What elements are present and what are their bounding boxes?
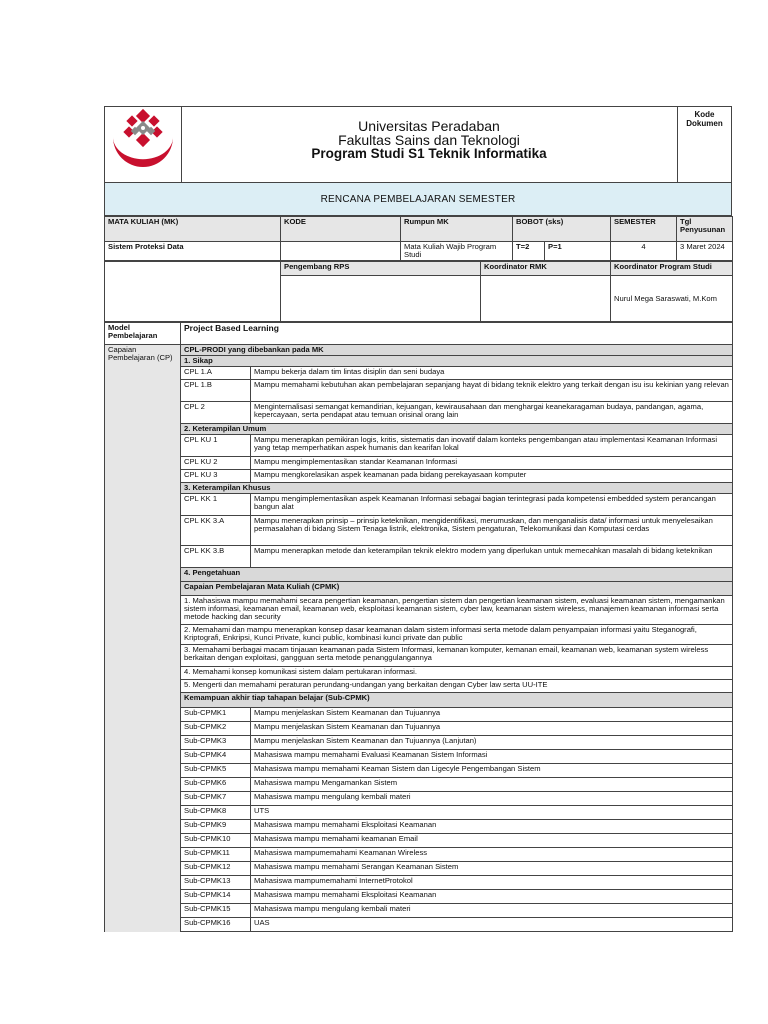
cp-label: Capaian Pembelajaran (CP) xyxy=(105,345,181,932)
dokumen-label: Dokumen xyxy=(686,119,723,128)
table-row-code: Sub-CPMK3 xyxy=(181,736,251,750)
institution-title xyxy=(181,107,677,182)
table-row-text: Mampu mengkorelasikan aspek keamanan pada bidang perekayasaan komputer xyxy=(251,470,733,483)
table-row-text: Mampu menerapkan prinsip – prinsip keteknikan, mengidentifikasi, merumuskan, dan menganalisis data/ informasi untuk menyelesaikan permasalahan di bidang Sistem Tenaga listrik, elektronika, Sistem pengaturan, Telekomunikasi dan Komputasi cerdas xyxy=(251,516,733,546)
table-row-text: Mampu menjelaskan Sistem Keamanan dan Tujuannya (Lanjutan) xyxy=(251,736,733,750)
subcpmk-title: Kemampuan akhir tiap tahapan belajar (Sub-CPMK) xyxy=(181,693,733,708)
table-row-code: Sub-CPMK11 xyxy=(181,848,251,862)
logo-cell xyxy=(105,107,182,182)
table-row-text: UAS xyxy=(251,918,733,932)
table-row-code: Sub-CPMK14 xyxy=(181,890,251,904)
otorisasi-label xyxy=(105,262,281,322)
table-row-code: CPL KK 3.A xyxy=(181,516,251,546)
table-row-code: CPL KK 1 xyxy=(181,494,251,516)
table-row-code: CPL KU 2 xyxy=(181,457,251,470)
model-label: Model Pembelajaran xyxy=(105,323,181,345)
course-kode xyxy=(281,242,401,261)
semester-header: SEMESTER xyxy=(611,217,677,242)
pengetahuan-title: 4. Pengetahuan xyxy=(181,568,733,582)
kode-header: KODE xyxy=(281,217,401,242)
khusus-title: 3. Keterampilan Khusus xyxy=(181,483,733,494)
table-row-code: Sub-CPMK5 xyxy=(181,764,251,778)
document-header xyxy=(104,106,732,183)
table-row-code: Sub-CPMK4 xyxy=(181,750,251,764)
table-row-text: Mampu menjelaskan Sistem Keamanan dan Tujuannya xyxy=(251,722,733,736)
university-name: Universitas Peradaban xyxy=(358,118,500,134)
cp-table xyxy=(104,322,733,932)
table-row-code: CPL 1.A xyxy=(181,367,251,380)
table-row-code: Sub-CPMK1 xyxy=(181,708,251,722)
koordinator-rmk-header: Koordinator RMK xyxy=(481,262,611,276)
table-row-code: Sub-CPMK8 xyxy=(181,806,251,820)
table-row-text: Menginternalisasi semangat kemandirian, kejuangan, kewirausahaan dan menghargai keanekaragaman budaya, pandangan, agama, kepercayaan, serta pendapat atau temuan orisinal orang lain xyxy=(251,402,733,424)
table-row-text: Mampu menerapkan metode dan keterampilan teknik elektro modern yang diperlukan untuk memecahkan masalah di bidang keteknikan xyxy=(251,546,733,568)
document-title-band: RENCANA PEMBELAJARAN SEMESTER xyxy=(104,183,732,216)
koordinator-prodi-header: Koordinator Program Studi xyxy=(611,262,733,276)
koordinator-prodi-name: Nurul Mega Saraswati, M.Kom xyxy=(611,276,733,322)
tgl-header: Tgl Penyusunan xyxy=(677,217,733,242)
umum-title: 2. Keterampilan Umum xyxy=(181,424,733,435)
course-rumpun: Mata Kuliah Wajib Program Studi xyxy=(401,242,513,261)
table-row-code: Sub-CPMK7 xyxy=(181,792,251,806)
cpmk-title: Capaian Pembelajaran Mata Kuliah (CPMK) xyxy=(181,582,733,596)
table-row-text: Mahasiswa mampu memahami Eksploitasi Keamanan xyxy=(251,820,733,834)
table-row-code: CPL 2 xyxy=(181,402,251,424)
table-row-text: UTS xyxy=(251,806,733,820)
table-row-code: Sub-CPMK16 xyxy=(181,918,251,932)
mk-header: MATA KULIAH (MK) xyxy=(105,217,281,242)
table-row-code: CPL KU 3 xyxy=(181,470,251,483)
table-row-text: Mahasiswa mampumemahami InternetProtokol xyxy=(251,876,733,890)
otorisasi-table xyxy=(104,261,733,322)
table-row-code: Sub-CPMK12 xyxy=(181,862,251,876)
koordinator-rmk-value xyxy=(481,276,611,322)
bobot-header: BOBOT (sks) xyxy=(513,217,611,242)
kode-dokumen-cell xyxy=(677,107,731,182)
cpmk-item: 2. Memahami dan mampu menerapkan konsep dasar keamanan dalam sistem informasi serta metode dalam penyampaian informasi yaitu Steganografi, Kriptografi, Enkripsi, Kunci Private, kunci public, kombinasi kunci private dan public xyxy=(181,625,733,645)
kode-label: Kode xyxy=(694,110,715,119)
table-row-text: Mahasiswa mampu memahami Serangan Keamanan Sistem xyxy=(251,862,733,876)
table-row-text: Mahasiswa mampu memahami keamanan Email xyxy=(251,834,733,848)
pengembang-value xyxy=(281,276,481,322)
university-logo-icon xyxy=(105,107,181,182)
cpl-title: CPL-PRODI yang dibebankan pada MK xyxy=(181,345,733,356)
cpmk-item: 4. Memahami konsep komunikasi sistem dalam pertukaran informasi. xyxy=(181,667,733,680)
table-row-code: CPL KK 3.B xyxy=(181,546,251,568)
table-row-text: Mampu bekerja dalam tim lintas disiplin dan seni budaya xyxy=(251,367,733,380)
sikap-title: 1. Sikap xyxy=(181,356,733,367)
course-tgl: 3 Maret 2024 xyxy=(677,242,733,261)
table-row-code: CPL 1.B xyxy=(181,380,251,402)
faculty-name: Fakultas Sains dan Teknologi xyxy=(338,132,520,148)
table-row-text: Mahasiswa mampu memahami Evaluasi Keamanan Sistem Informasi xyxy=(251,750,733,764)
course-t: T=2 xyxy=(513,242,545,261)
table-row-text: Mahasiswa mampu memahami Eksploitasi Keamanan xyxy=(251,890,733,904)
cpmk-item: 5. Mengerti dan memahami peraturan perundang-undangan yang berkaitan dengan Cyber law serta UU-ITE xyxy=(181,680,733,693)
course-semester: 4 xyxy=(611,242,677,261)
table-row-text: Mampu memahami kebutuhan akan pembelajaran sepanjang hayat di bidang teknik elektro yang terkait dengan isu isu kekinian yang relevan xyxy=(251,380,733,402)
model-value: Project Based Learning xyxy=(181,323,733,345)
table-row-code: Sub-CPMK6 xyxy=(181,778,251,792)
rps-document xyxy=(104,106,732,932)
table-row-code: Sub-CPMK9 xyxy=(181,820,251,834)
table-row-text: Mahasiswa mampu Mengamankan Sistem xyxy=(251,778,733,792)
course-p: P=1 xyxy=(545,242,611,261)
table-row-text: Mahasiswa mampu memahami Keaman Sistem dan Ligecyle Pengembangan Sistem xyxy=(251,764,733,778)
table-row-code: Sub-CPMK13 xyxy=(181,876,251,890)
cpmk-item: 3. Memahami berbagai macam tinjauan keamanan pada Sistem Informasi, kemanan komputer, kemanan email, keamanan web, keamanan system wireless berkaitan dengan exploitasi, gangguan serta metode penanggulangannya xyxy=(181,645,733,667)
cpmk-item: 1. Mahasiswa mampu memahami secara pengertian keamanan, pengertian sistem dan pengertian keamanan sistem, evaluasi keamanan sistem, mengamankan sistem informasi, keamanan email, keamanan web, eksploitasi keamanan sistem, cyber law, keamanan sistem wireless, manajemen keamanan informasi serta metode hacking dan security xyxy=(181,596,733,625)
table-row-text: Mahasiswa mampumemahami Keamanan Wireless xyxy=(251,848,733,862)
program-name: Program Studi S1 Teknik Informatika xyxy=(311,146,547,161)
course-info-table xyxy=(104,216,733,261)
table-row-text: Mampu menerapkan pemikiran logis, kritis, sistematis dan inovatif dalam konteks pengembangan atau implementasi Keamanan Informasi yang tetap memperhatikan aspek humanis dan kearifan lokal xyxy=(251,435,733,457)
course-name: Sistem Proteksi Data xyxy=(105,242,281,261)
table-row-code: Sub-CPMK2 xyxy=(181,722,251,736)
table-row-text: Mampu menjelaskan Sistem Keamanan dan Tujuannya xyxy=(251,708,733,722)
table-row-code: CPL KU 1 xyxy=(181,435,251,457)
pengembang-header: Pengembang RPS xyxy=(281,262,481,276)
table-row-code: Sub-CPMK10 xyxy=(181,834,251,848)
table-row-code: Sub-CPMK15 xyxy=(181,904,251,918)
table-row-text: Mahasiswa mampu mengulang kembali materi xyxy=(251,904,733,918)
table-row-text: Mampu mengimplementasikan standar Keamanan Informasi xyxy=(251,457,733,470)
table-row-text: Mampu mengimplementasikan aspek Keamanan Informasi sebagai bagian terintegrasi pada kompetensi embedded system perancangan bangun alat xyxy=(251,494,733,516)
table-row-text: Mahasiswa mampu mengulang kembali materi xyxy=(251,792,733,806)
rumpun-header: Rumpun MK xyxy=(401,217,513,242)
